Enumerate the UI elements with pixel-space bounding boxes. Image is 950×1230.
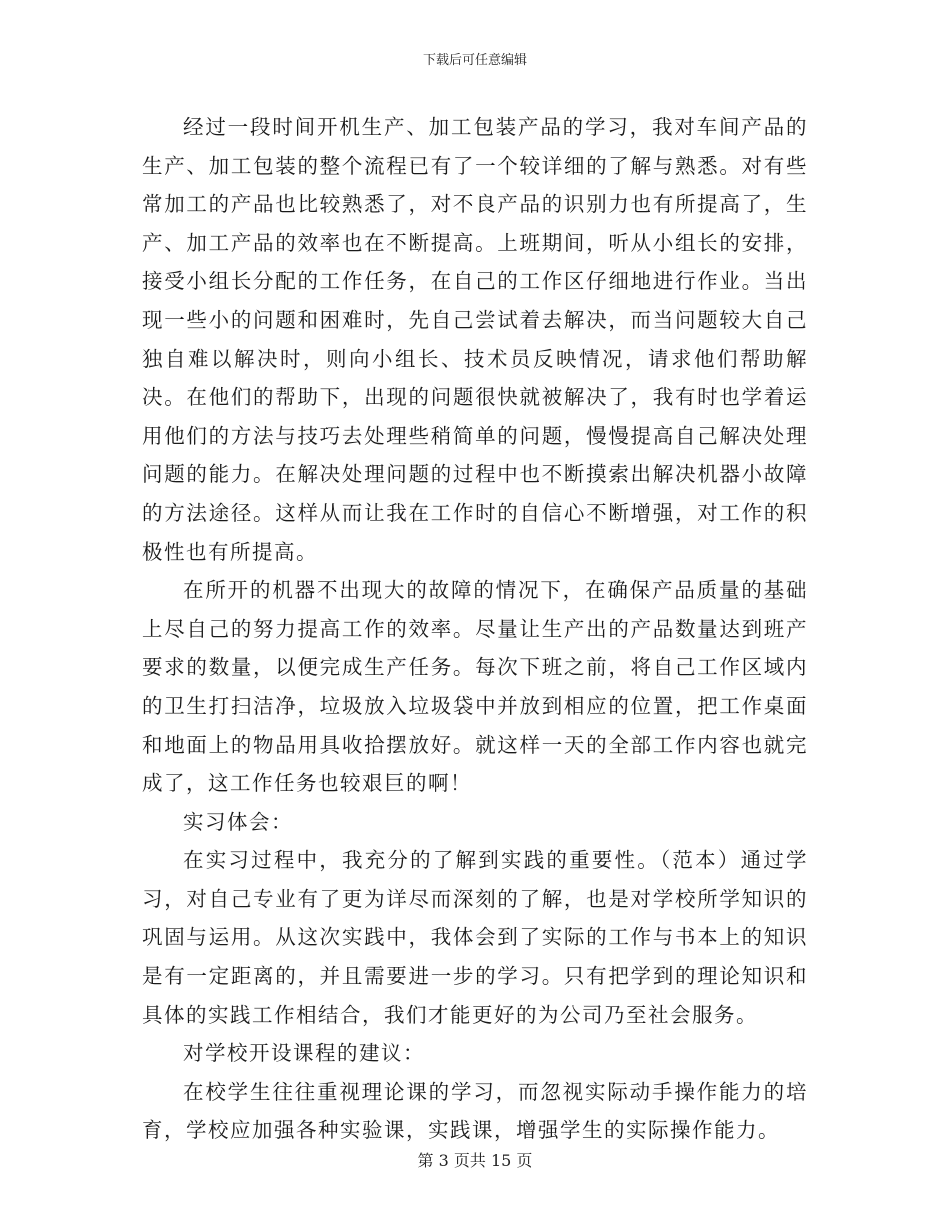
paragraph-internship-experience: 在实习过程中，我充分的了解到实践的重要性。（范本）通过学习，对自己专业有了更为详尽而深刻的了解，也是对学校所学知识的巩固与运用。从这次实践中，我体会到了实际的工作与书本上的知识是有一定距离的，并且需要进一步的学习。只有把学到的理论知识和具体的实践工作相结合，我们才能更好的为公司乃至社会服务。: [142, 848, 808, 1027]
page-header: 下载后可任意编辑: [422, 53, 527, 68]
paragraph-course-suggestions: 在校学生往往重视理论课的学习，而忽视实际动手操作能力的培育，学校应加强各种实验课，实践课，增强学生的实际操作能力。: [142, 1079, 808, 1143]
subheading-course-suggestions: 对学校开设课程的建议：: [183, 1041, 425, 1066]
paragraph-work-process: 经过一段时间开机生产、加工包装产品的学习，我对车间产品的生产、加工包装的整个流程已有了一个较详细的了解与熟悉。对有些常加工的产品也比较熟悉了，对不良产品的识别力也有所提高了，生产、加工产品的效率也在不断提高。上班期间，听从小组长的安排，接受小组长分配的工作任务，在自己的工作区仔细地进行作业。当出现一些小的问题和困难时，先自己尝试着去解决，而当问题较大自己独自难以解决时，则向小组长、技术员反映情况，请求他们帮助解决。在他们的帮助下，出现的问题很快就被解决了，我有时也学着运用他们的方法与技巧去处理些稍简单的问题，慢慢提高自己解决处理问题的能力。在解决处理问题的过程中也不断摸索出解决机器小故障的方法途径。这样从而让我在工作时的自信心不断增强，对工作的积极性也有所提高。: [142, 115, 808, 564]
subheading-internship-experience: 实习体会：: [183, 809, 293, 834]
document-body: [142, 108, 808, 1150]
paragraph-work-efficiency: 在所开的机器不出现大的故障的情况下，在确保产品质量的基础上尽自己的努力提高工作的效率。尽量让生产出的产品数量达到班产要求的数量，以便完成生产任务。每次下班之前，将自己工作区域内的卫生打扫洁净，垃圾放入垃圾袋中并放到相应的位置，把工作桌面和地面上的物品用具收拾摆放好。就这样一天的全部工作内容也就完成了，这工作任务也较艰巨的啊！: [142, 578, 808, 796]
page-number: 第 3 页共 15 页: [417, 1151, 533, 1170]
